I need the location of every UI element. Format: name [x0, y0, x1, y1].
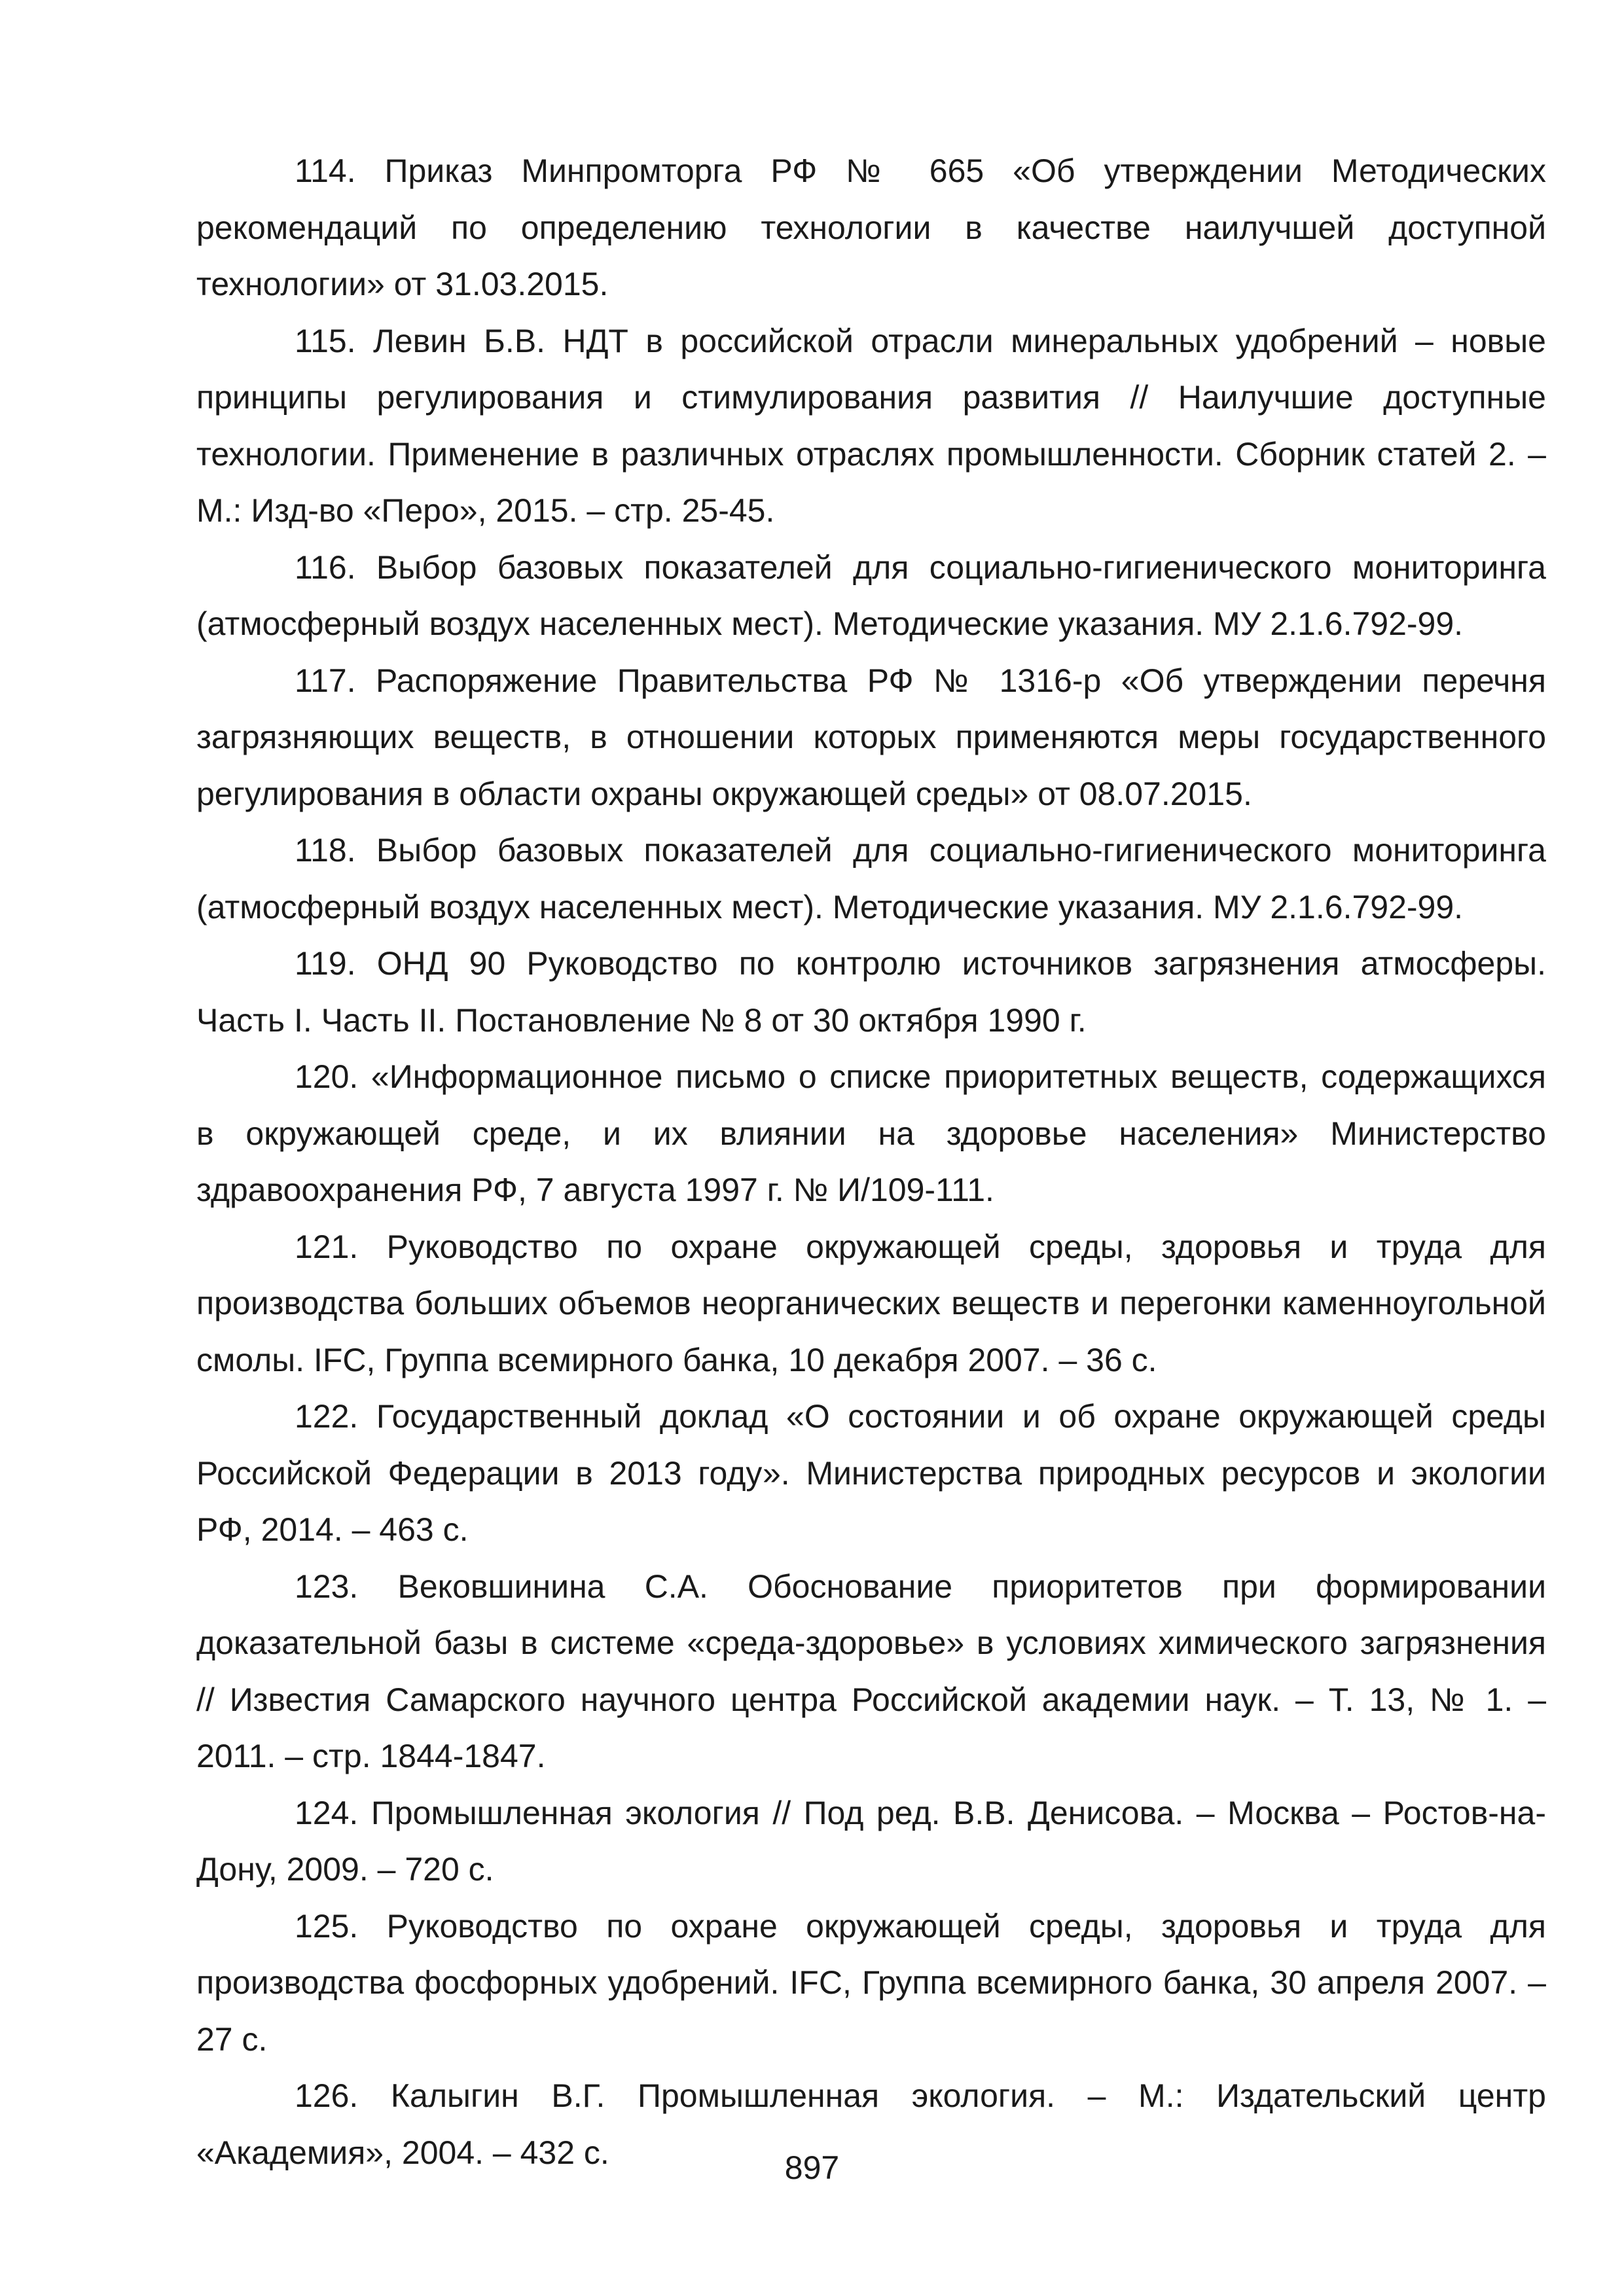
reference-item-125: 125. Руководство по охране окружающей среды, здоровья и труда для производства фосфорных удобрений. IFC, Группа всемирного банка, 30 апреля 2007. – 27 с.	[196, 1907, 1546, 2058]
reference-item-116: 116. Выбор базовых показателей для социально-гигиенического мониторинга (атмосферный воздух населенных мест). Методические указания. МУ 2.1.6.792-99.	[196, 548, 1546, 642]
reference-item-121: 121. Руководство по охране окружающей среды, здоровья и труда для производства больших объемов неорганических веществ и перегонки каменноугольной смолы. IFC, Группа всемирного банка, 10 декабря 2007. – 36 с.	[196, 1228, 1546, 1378]
reference-item-122: 122. Государственный доклад «О состоянии и об охране окружающей среды Российской Федерации в 2013 году». Министерства природных ресурсов и экологии РФ, 2014. – 463 с.	[196, 1398, 1546, 1548]
reference-item-120: 120. «Информационное письмо о списке приоритетных веществ, содержащихся в окружающей среде, и их влиянии на здоровье населения» Министерство здравоохранения РФ, 7 августа 1997 г. № И/109-111.	[196, 1058, 1546, 1208]
reference-item-124: 124. Промышленная экология // Под ред. В.В. Денисова. – Москва – Ростов-на-Дону, 2009. – 720 с.	[196, 1794, 1546, 1888]
reference-item-118: 118. Выбор базовых показателей для социально-гигиенического мониторинга (атмосферный воздух населенных мест). Методические указания. МУ 2.1.6.792-99.	[196, 832, 1546, 925]
reference-item-114: 114. Приказ Минпромторга РФ № 665 «Об утверждении Методических рекомендаций по определению технологии в качестве наилучшей доступной технологии» от 31.03.2015.	[196, 152, 1546, 302]
reference-item-115: 115. Левин Б.В. НДТ в российской отрасли минеральных удобрений – новые принципы регулирования и стимулирования развития // Наилучшие доступные технологии. Применение в различных отраслях промышленности. Сборник статей 2. – М.: Изд-во «Перо», 2015. – стр. 25-45.	[196, 322, 1546, 529]
page-number: 897	[784, 2149, 840, 2186]
reference-item-117: 117. Распоряжение Правительства РФ № 1316-р «Об утверждении перечня загрязняющих веществ, в отношении которых применяются меры государственного регулирования в области охраны окружающей среды» от 08.07.2015.	[196, 662, 1546, 812]
reference-item-126: 126. Калыгин В.Г. Промышленная экология. – М.: Издательский центр «Академия», 2004. – 432 с.	[196, 2077, 1546, 2171]
reference-item-119: 119. ОНД 90 Руководство по контролю источников загрязнения атмосферы. Часть I. Часть II. Постановление № 8 от 30 октября 1990 г.	[196, 945, 1546, 1039]
reference-list	[196, 143, 1546, 2181]
reference-item-123: 123. Вековшинина С.А. Обоснование приоритетов при формировании доказательной базы в системе «среда-здоровье» в условиях химического загрязнения // Известия Самарского научного центра Российской академии наук. – Т. 13, № 1. – 2011. – стр. 1844-1847.	[196, 1568, 1546, 1774]
